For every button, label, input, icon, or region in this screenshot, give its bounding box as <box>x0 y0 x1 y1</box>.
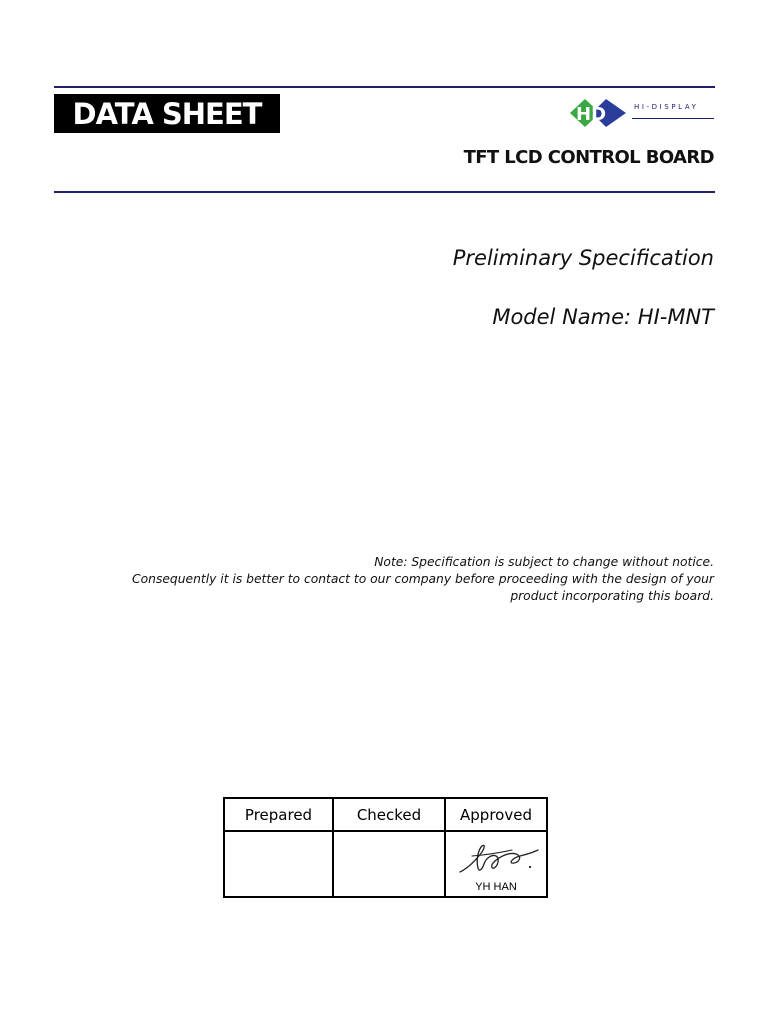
header-bottom-rule <box>54 191 715 193</box>
note-line: Consequently it is better to contact to our company before proceeding with the design of your <box>132 572 714 586</box>
logo-text: HI-DISPLAY <box>634 103 699 111</box>
disclaimer-note <box>132 554 714 605</box>
approved-cell <box>445 831 547 897</box>
logo-mark: HD <box>576 104 607 125</box>
signature-mark <box>454 834 544 880</box>
note-line: Note: Specification is subject to change without notice. <box>374 555 714 569</box>
approval-signature-row <box>224 831 547 897</box>
prepared-header: Prepared <box>224 798 333 831</box>
checked-header: Checked <box>333 798 445 831</box>
approval-header-row <box>224 798 547 831</box>
logo-underline <box>632 118 714 119</box>
document-title: DATA SHEET <box>54 94 280 133</box>
note-line: product incorporating this board. <box>510 589 714 603</box>
hi-display-logo <box>568 96 716 130</box>
approved-header: Approved <box>445 798 547 831</box>
prepared-cell <box>224 831 333 897</box>
model-name: Model Name: HI-MNT <box>492 305 714 329</box>
header-top-rule <box>54 86 715 88</box>
approver-name: YH HAN <box>475 881 517 893</box>
checked-cell <box>333 831 445 897</box>
page-subtitle: TFT LCD CONTROL BOARD <box>463 147 714 168</box>
approval-table <box>223 797 548 898</box>
spec-status: Preliminary Specification <box>452 246 714 270</box>
